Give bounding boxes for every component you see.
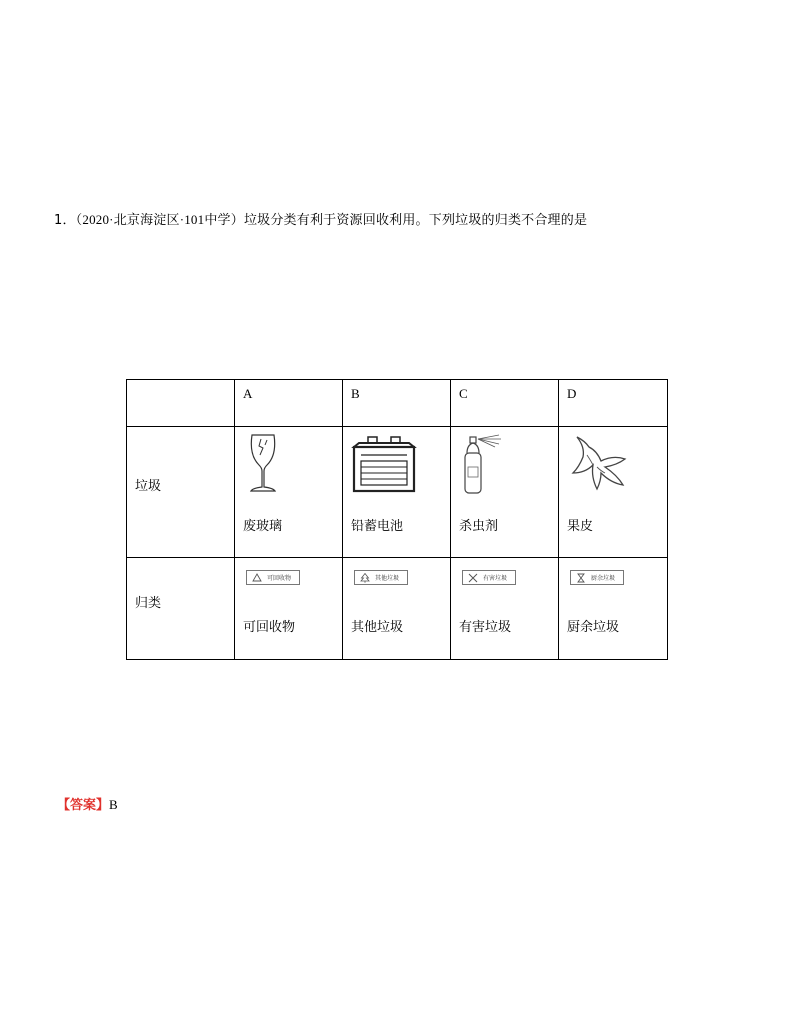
header-cell-c <box>451 380 559 427</box>
answer-line <box>57 794 118 813</box>
header-cell-a <box>235 380 343 427</box>
header-label: C <box>459 386 468 401</box>
garbage-name: 杀虫剂 <box>459 519 499 534</box>
table-header-row <box>127 380 668 427</box>
row-label-garbage: 垃圾 <box>135 479 162 494</box>
category-sign <box>570 570 624 585</box>
classification-table <box>126 379 668 660</box>
category-sign <box>354 570 408 585</box>
header-cell-d <box>559 380 668 427</box>
garbage-cell-d <box>559 427 668 558</box>
answer-value: B <box>109 797 118 812</box>
garbage-name: 废玻璃 <box>243 519 283 534</box>
car-battery-icon <box>351 433 417 495</box>
hourglass-icon <box>576 573 586 583</box>
header-label: D <box>567 386 577 401</box>
wine-glass-icon <box>243 433 283 495</box>
category-name: 可回收物 <box>243 620 296 635</box>
question-stem <box>54 209 587 228</box>
category-cell-a <box>235 558 343 660</box>
category-sign-text: 可回收物 <box>267 575 292 582</box>
tree-icon <box>360 573 370 583</box>
category-sign <box>246 570 300 585</box>
category-cell-c <box>451 558 559 660</box>
category-cell-b <box>343 558 451 660</box>
spray-can-icon <box>459 433 505 495</box>
category-cell-d <box>559 558 668 660</box>
category-name: 其他垃圾 <box>351 620 404 635</box>
header-cell-b <box>343 380 451 427</box>
garbage-cell-b <box>343 427 451 558</box>
category-row-label-cell <box>127 558 235 660</box>
question-text: 垃圾分类有利于资源回收利用。下列垃圾的归类不合理的是 <box>243 213 588 228</box>
question-source: （2020·北京海淀区·101中学） <box>75 212 244 227</box>
garbage-name: 铅蓄电池 <box>351 519 404 534</box>
header-label: B <box>351 386 360 401</box>
category-sign-text: 其他垃圾 <box>375 575 400 582</box>
garbage-cell-c <box>451 427 559 558</box>
category-sign <box>462 570 516 585</box>
answer-label: 【答案】 <box>57 798 110 813</box>
header-label: A <box>243 386 253 401</box>
garbage-cell-a <box>235 427 343 558</box>
category-sign-text: 有害垃圾 <box>483 575 508 582</box>
category-name: 有害垃圾 <box>459 620 512 635</box>
category-row <box>127 558 668 660</box>
row-label-category: 归类 <box>135 596 162 611</box>
garbage-row-label-cell <box>127 427 235 558</box>
category-sign-text: 厨余垃圾 <box>591 575 616 582</box>
garbage-name: 果皮 <box>567 519 594 534</box>
x-cross-icon <box>468 573 478 583</box>
category-name: 厨余垃圾 <box>567 620 620 635</box>
garbage-row <box>127 427 668 558</box>
table-corner-cell <box>127 380 235 427</box>
recycle-triangle-icon <box>252 573 262 582</box>
question-number: 1． <box>54 213 76 228</box>
banana-peel-icon <box>567 433 629 495</box>
